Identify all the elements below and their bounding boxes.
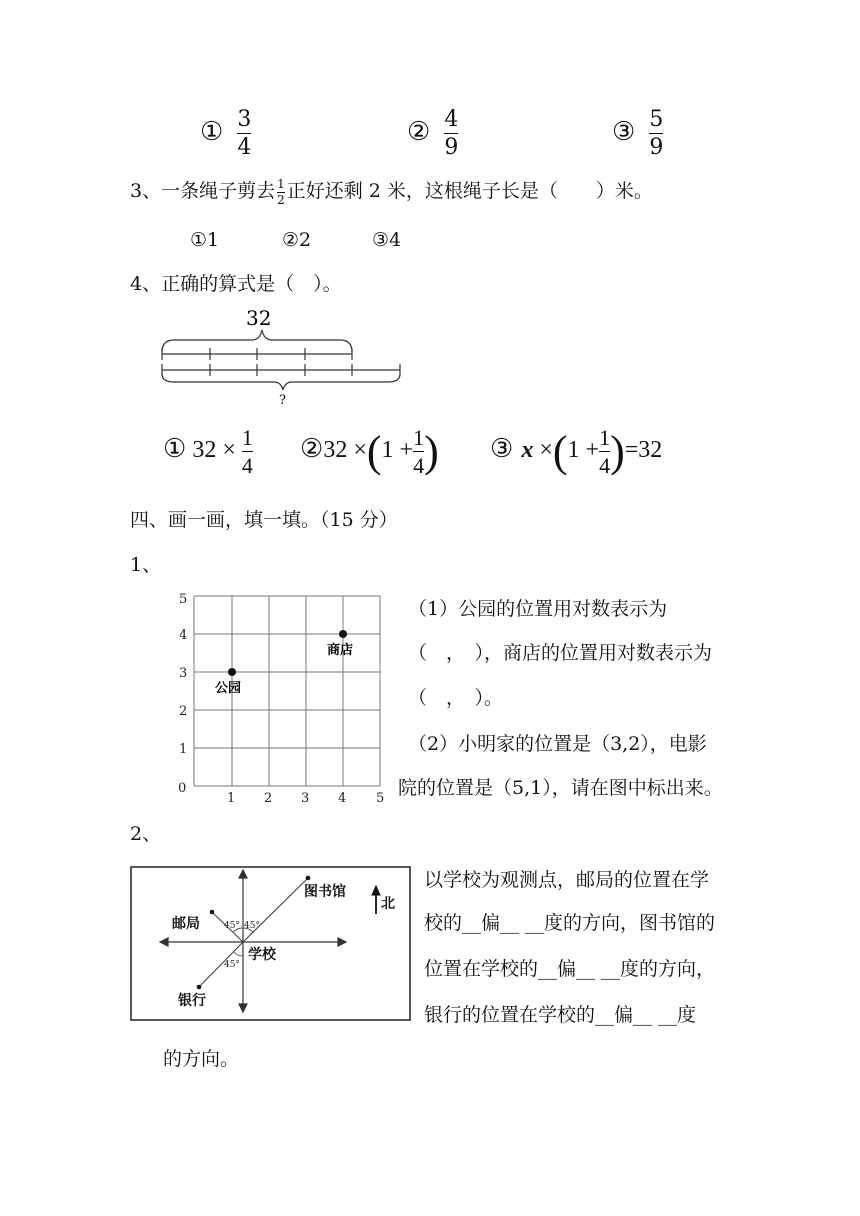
school-label: 学校 [248,947,276,963]
p2-tail: 的方向。 [163,1048,240,1070]
p1-line-5: 院的位置是（5,1），请在图中标出来。 [398,777,723,799]
q4-option-3-var: x [521,437,534,464]
x-tick-3: 3 [301,791,310,806]
x-tick-2: 2 [264,791,273,806]
q4-option-2-one-plus: 1 + [381,437,414,464]
p1-line-1: （1）公园的位置用对数表示为 [408,598,668,620]
y-tick-4: 4 [179,628,188,643]
q4-option-1 [163,426,253,477]
section4-heading: 四、画一画，填一填。（15 分） [130,509,398,531]
q4-option-1-fraction: $\frac{1}{4}$ [241,425,253,479]
q3-suffix: 正好还剩 2 米，这根绳子长是（ ）米。 [286,180,653,203]
q4-option-2-expr: 32 × [323,437,367,464]
p1-line-4: （2）小明家的位置是（3,2），电影 [408,733,707,755]
p2-line-3: 位置在学校的__偏__ __度的方向， [424,958,716,980]
p2-line-1: 以学校为观测点，邮局的位置在学 [424,869,710,891]
p2-line-2: 校的__偏__ __度的方向，图书馆的 [424,912,716,934]
park-label: 公园 [215,681,242,696]
q4-option-3-one-plus: 1 + [567,437,600,464]
park-point [228,668,236,676]
q2-option-1-fraction: $\frac{3}{4}$ [237,107,252,161]
q2-option-2-fraction: $\frac{4}{9}$ [444,107,459,161]
q2-option-3-mark: ③ [612,117,636,148]
x-tick-5: 5 [376,791,385,806]
x-tick-0: 0 [178,781,187,796]
y-tick-3: 3 [179,666,188,681]
library-point [306,876,311,881]
p2-direction-map [130,866,412,1022]
angle-label-right: 45° [244,921,260,931]
p2-number: 2、 [130,823,162,845]
q3-option-3: ③4 [372,229,402,251]
q4-option-2-fraction: $\frac{1}{4}$ [413,425,425,479]
q2-option-3 [612,108,663,159]
x-tick-1: 1 [227,791,236,806]
p2-line-4: 银行的位置在学校的__偏__ __度 [424,1004,697,1026]
angle-label-bottom: 45° [224,960,240,970]
q3-question [130,178,653,206]
q3-option-2: ②2 [282,229,312,251]
q3-fraction: $\frac{1}{2}$ [277,177,285,207]
q4-option-3-eq: =32 [624,437,663,464]
north-label: 北 [381,896,395,912]
p1-coordinate-grid [170,588,395,808]
x-tick-4: 4 [338,791,347,806]
q4-diagram-bottom-label: ? [279,393,286,408]
q2-option-3-fraction: $\frac{5}{9}$ [649,107,664,161]
y-tick-5: 5 [179,592,188,607]
q4-option-3-fraction: $\frac{1}{4}$ [599,425,611,479]
shop-label: 商店 [327,643,354,658]
bank-point [197,985,202,990]
library-label: 图书馆 [304,884,346,900]
shop-point [339,630,347,638]
q2-option-2-mark: ② [407,117,431,148]
q4-option-1-mark: ① [163,434,187,464]
q4-question: 4、正确的算式是（ ）。 [130,273,342,295]
y-tick-2: 2 [179,704,188,719]
q4-bottom-brace [162,374,400,390]
angle-label-left: 45° [224,921,240,931]
q3-prefix: 3、一条绳子剪去 [130,180,276,203]
p1-number: 1、 [130,554,162,576]
q2-option-1-mark: ① [200,117,224,148]
q4-option-2: ②32 ×(1 + $\frac{1}{4}$ ) [300,425,439,479]
q4-option-3: ③ x ×(1 + $\frac{1}{4}$ )=32 [490,425,663,479]
q2-option-2 [407,108,458,159]
y-tick-1: 1 [179,742,188,757]
q4-diagram-top-label: 32 [246,306,272,330]
q4-option-2-mark: ② [300,434,324,464]
post-office-point [210,910,215,915]
q4-option-1-expr: 32 × [192,437,236,464]
q2-option-1 [200,108,251,159]
p1-line-2: （ ， ），商店的位置用对数表示为 [408,642,713,664]
post-office-label: 邮局 [172,916,200,932]
p1-line-3: （ ， ）。 [408,687,504,709]
bank-label: 银行 [178,993,206,1009]
q4-option-3-times: × [539,437,553,464]
q3-option-1: ①1 [190,229,220,251]
q4-option-3-mark: ③ [490,434,514,464]
q4-segment-diagram [150,300,410,410]
